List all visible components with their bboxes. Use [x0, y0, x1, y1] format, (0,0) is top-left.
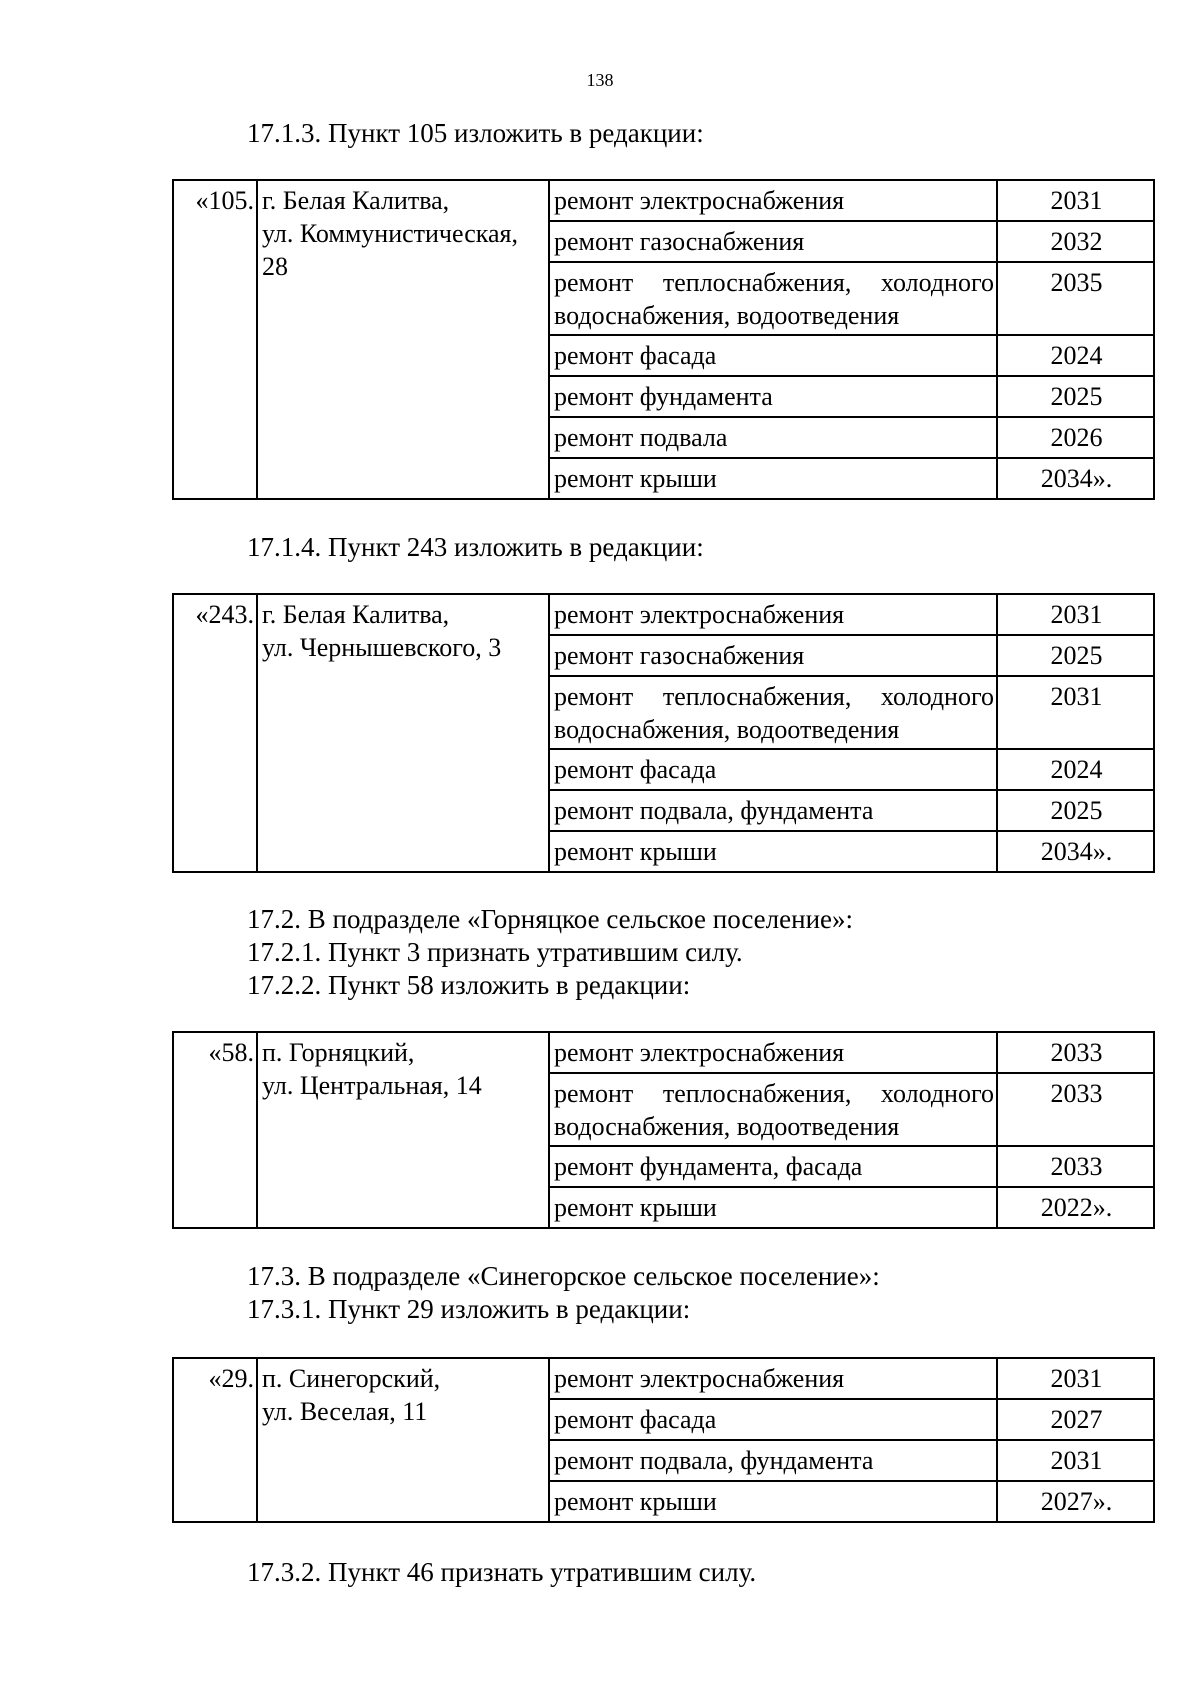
work-year: 2022». [997, 1187, 1154, 1228]
address-line: п. Горняцкий, [262, 1038, 415, 1067]
work-year: 2034». [997, 831, 1154, 872]
address-line: ул. Коммунистическая, [262, 219, 518, 248]
paragraph-17-2-2: 17.2.2. Пункт 58 изложить в редакции: [247, 970, 691, 1000]
work-type: ремонт фасада [549, 1399, 997, 1440]
paragraph-17-3-1: 17.3.1. Пункт 29 изложить в редакции: [247, 1294, 691, 1324]
item-number: «58. [173, 1032, 257, 1228]
work-type: ремонт фундамента, фасада [549, 1146, 997, 1187]
item-address [257, 1358, 549, 1522]
item-address [257, 180, 549, 499]
paragraph-17-3-2: 17.3.2. Пункт 46 признать утратившим силу. [247, 1557, 757, 1587]
work-year: 2035 [997, 262, 1154, 335]
table-row [173, 1032, 1154, 1073]
item-number: «105. [173, 180, 257, 499]
item-address [257, 594, 549, 872]
address-line: г. Белая Калитва, [262, 186, 450, 215]
address-line: ул. Центральная, 14 [262, 1071, 482, 1100]
work-type: ремонт подвала [549, 417, 997, 458]
work-type: ремонт электроснабжения [549, 1358, 997, 1399]
repair-table-105 [172, 179, 1155, 500]
work-type: ремонт теплоснабжения, холодного водоснабжения, водоотведения [549, 1073, 997, 1146]
work-type: ремонт газоснабжения [549, 635, 997, 676]
address-line: ул. Веселая, 11 [262, 1397, 428, 1426]
work-year: 2034». [997, 458, 1154, 499]
repair-table-243 [172, 593, 1155, 873]
work-year: 2025 [997, 790, 1154, 831]
work-type: ремонт электроснабжения [549, 1032, 997, 1073]
work-year: 2024 [997, 335, 1154, 376]
work-year: 2031 [997, 1358, 1154, 1399]
table-row [173, 1358, 1154, 1399]
work-year: 2032 [997, 221, 1154, 262]
work-type: ремонт электроснабжения [549, 594, 997, 635]
work-type: ремонт крыши [549, 458, 997, 499]
repair-table-58 [172, 1031, 1155, 1229]
work-type: ремонт крыши [549, 1187, 997, 1228]
work-year: 2026 [997, 417, 1154, 458]
page-number: 138 [586, 70, 614, 90]
repair-table-29 [172, 1357, 1155, 1523]
address-line: п. Синегорский, [262, 1364, 441, 1393]
address-line: г. Белая Калитва, [262, 600, 450, 629]
work-year: 2031 [997, 1440, 1154, 1481]
paragraph-17-2-1: 17.2.1. Пункт 3 признать утратившим силу. [247, 937, 743, 967]
paragraph-17-1-4: 17.1.4. Пункт 243 изложить в редакции: [247, 532, 704, 562]
work-year: 2031 [997, 594, 1154, 635]
work-type: ремонт фундамента [549, 376, 997, 417]
work-type: ремонт теплоснабжения, холодного водоснабжения, водоотведения [549, 676, 997, 749]
table-row [173, 180, 1154, 221]
work-type: ремонт фасада [549, 335, 997, 376]
work-type: ремонт подвала, фундамента [549, 1440, 997, 1481]
item-number: «243. [173, 594, 257, 872]
work-year: 2027». [997, 1481, 1154, 1522]
item-number: «29. [173, 1358, 257, 1522]
work-type: ремонт подвала, фундамента [549, 790, 997, 831]
work-type: ремонт электроснабжения [549, 180, 997, 221]
work-type: ремонт фасада [549, 749, 997, 790]
work-year: 2027 [997, 1399, 1154, 1440]
work-year: 2031 [997, 676, 1154, 749]
work-type: ремонт газоснабжения [549, 221, 997, 262]
work-year: 2033 [997, 1073, 1154, 1146]
address-line: 28 [262, 252, 288, 281]
work-type: ремонт крыши [549, 1481, 997, 1522]
work-type: ремонт теплоснабжения, холодного водоснабжения, водоотведения [549, 262, 997, 335]
address-line: ул. Чернышевского, 3 [262, 633, 502, 662]
work-year: 2024 [997, 749, 1154, 790]
paragraph-17-2: 17.2. В подразделе «Горняцкое сельское поселение»: [247, 904, 854, 934]
work-year: 2031 [997, 180, 1154, 221]
paragraph-17-1-3: 17.1.3. Пункт 105 изложить в редакции: [247, 118, 704, 148]
paragraph-17-3: 17.3. В подразделе «Синегорское сельское поселение»: [247, 1261, 880, 1291]
item-address [257, 1032, 549, 1228]
work-year: 2033 [997, 1146, 1154, 1187]
work-year: 2033 [997, 1032, 1154, 1073]
table-row [173, 594, 1154, 635]
work-year: 2025 [997, 376, 1154, 417]
work-year: 2025 [997, 635, 1154, 676]
work-type: ремонт крыши [549, 831, 997, 872]
